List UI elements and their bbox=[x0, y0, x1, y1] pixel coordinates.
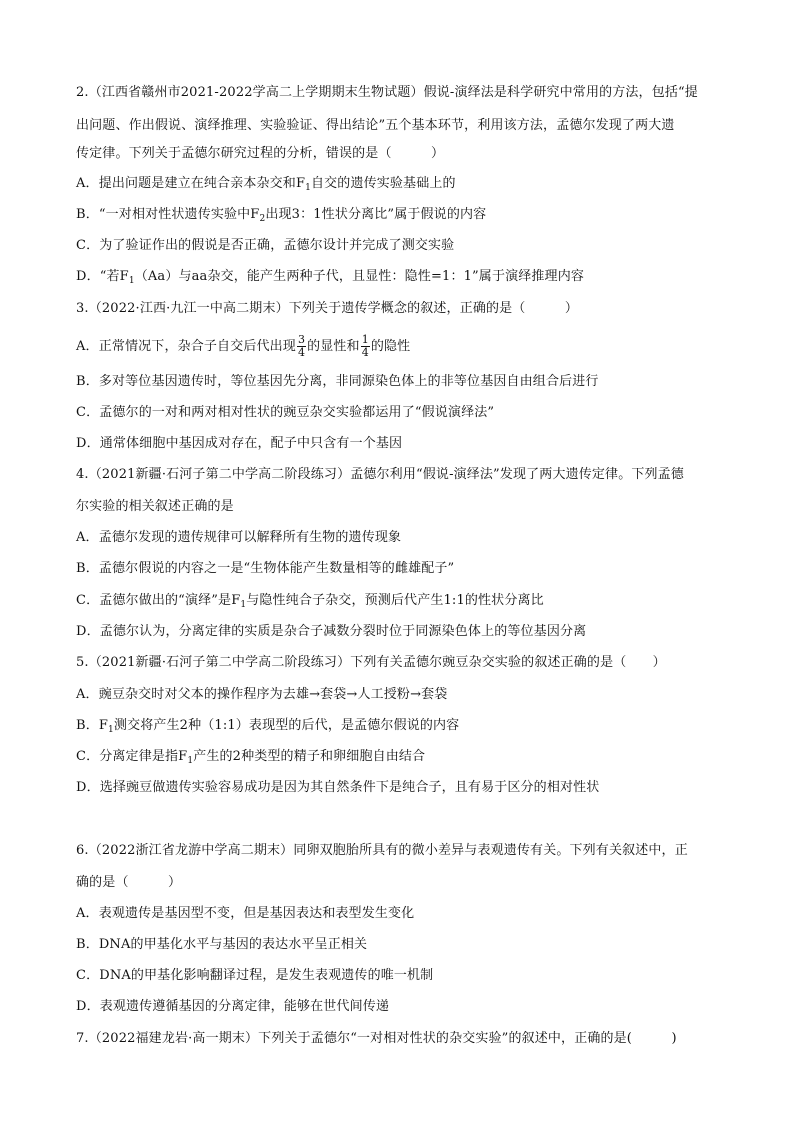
q6-stem-line-1: 6.（2022浙江省龙游中学高二期末）同卵双胞胎所具有的微小差异与表观遗传有关。下列有关叙述中，正 bbox=[76, 843, 688, 858]
q4-option-b: B．孟德尔假说的内容之一是“生物体能产生数量相等的雌雄配子” bbox=[76, 561, 455, 576]
q3-option-c: C．孟德尔的一对和两对相对性状的豌豆杂交实验都运用了“假说演绎法” bbox=[76, 405, 495, 420]
q3-option-a: A．正常情况下，杂合子自交后代出现 $\frac{3}{4}$ 的显性和 $\frac{1}{4}$ 的隐性 bbox=[76, 333, 411, 359]
q2-stem-line-3: 传定律。下列关于孟德尔研究过程的分析，错误的是（ ） bbox=[76, 146, 445, 161]
q5-option-d: D．选择豌豆做遗传实验容易成功是因为其自然条件下是纯合子，且有易于区分的相对性状 bbox=[76, 780, 600, 795]
q5-option-a: A．豌豆杂交时对父本的操作程序为去雄→套袋→人工授粉→套袋 bbox=[76, 687, 448, 702]
q4-stem-line-1: 4.（2021新疆·石河子第二中学高二阶段练习）孟德尔利用“假说-演绎法”发现了两大遗传定律。下列孟德 bbox=[76, 467, 684, 482]
q2-option-c: C．为了验证作出的假说是否正确，孟德尔设计并完成了测交实验 bbox=[76, 238, 455, 253]
fraction-three-quarters: $\frac{3}{4}$ bbox=[297, 333, 306, 359]
q6-stem-line-2: 确的是（ ） bbox=[76, 875, 182, 890]
q2-stem-line-2: 出问题、作出假说、演绎推理、实验验证、得出结论”五个基本环节，利用该方法，孟德尔发现了两大遗 bbox=[76, 118, 675, 133]
q7-stem: 7.（2022福建龙岩·高一期末）下列关于孟德尔“一对相对性状的杂交实验”的叙述中，正确的是( ) bbox=[76, 1031, 677, 1046]
q5-option-b: B．$F_1$测交将产生2种（1:1）表现型的后代，是孟德尔假说的内容 bbox=[76, 718, 460, 735]
q4-option-a: A．孟德尔发现的遗传规律可以解释所有生物的遗传现象 bbox=[76, 530, 402, 545]
q4-option-c: C．孟德尔做出的“演绎”是$F_1$与隐性纯合子杂交，预测后代产生1:1的性状分离比 bbox=[76, 593, 544, 610]
q6-option-a: A．表观遗传是基因型不变，但是基因表达和表型发生变化 bbox=[76, 906, 415, 921]
fraction-one-quarter: $\frac{1}{4}$ bbox=[361, 333, 369, 359]
q3-stem: 3.（2022·江西·九江一中高二期末）下列关于遗传学概念的叙述，正确的是（ ） bbox=[76, 301, 579, 316]
q6-option-d: D．表观遗传遵循基因的分离定律，能够在世代间传递 bbox=[76, 999, 390, 1014]
q3-option-d: D．通常体细胞中基因成对存在，配子中只含有一个基因 bbox=[76, 436, 403, 451]
q4-stem-line-2: 尔实验的相关叙述正确的是 bbox=[76, 499, 234, 514]
q5-stem: 5.（2021新疆·石河子第二中学高二阶段练习）下列有关孟德尔豌豆杂交实验的叙述正确的是（ ） bbox=[76, 655, 666, 670]
q4-option-d: D．孟德尔认为，分离定律的实质是杂合子减数分裂时位于同源染色体上的等位基因分离 bbox=[76, 624, 587, 639]
q6-option-b: B．DNA的甲基化水平与基因的表达水平呈正相关 bbox=[76, 937, 368, 952]
q6-option-c: C．DNA的甲基化影响翻译过程，是发生表观遗传的唯一机制 bbox=[76, 968, 434, 983]
q5-option-c: C．分离定律是指$F_1$产生的2种类型的精子和卵细胞自由结合 bbox=[76, 749, 426, 766]
q2-stem-line-1: 2.（江西省赣州市2021-2022学高二上学期期末生物试题）假说-演绎法是科学研究中常用的方法，包括“提 bbox=[76, 85, 698, 100]
q3-option-b: B．多对等位基因遗传时，等位基因先分离，非同源染色体上的非等位基因自由组合后进行 bbox=[76, 374, 599, 389]
q2-option-a: A．提出问题是建立在纯合亲本杂交和$F_1$自交的遗传实验基础上的 bbox=[76, 176, 456, 193]
q2-option-d: D．“若$F_1(Aa)$与aa杂交，能产生两种子代，且显性：隐性=1：1”属于演绎推理内容 bbox=[76, 269, 585, 286]
q2-option-b: B．“一对相对性状遗传实验中$F_2$出现3：1性状分离比”属于假说的内容 bbox=[76, 207, 487, 224]
